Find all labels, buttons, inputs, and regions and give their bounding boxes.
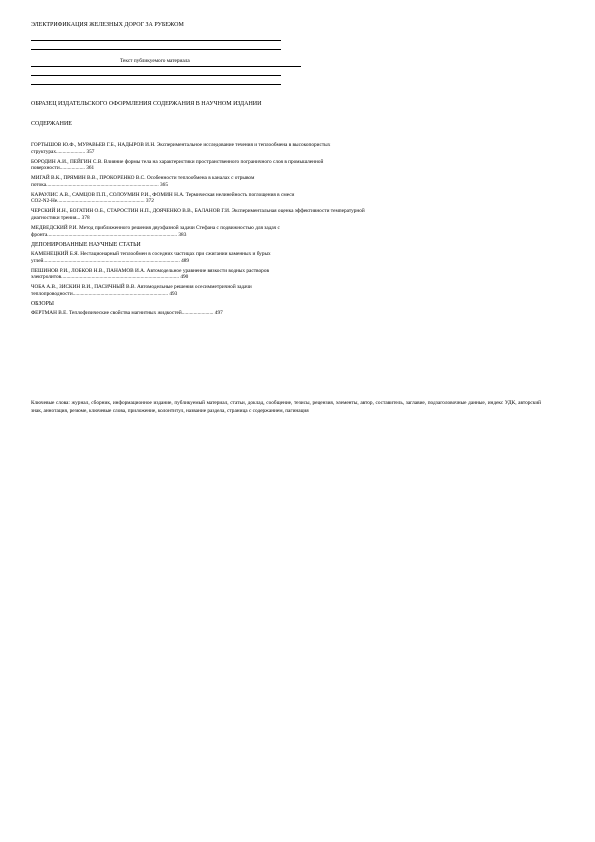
toc-entry — [31, 192, 531, 205]
toc-entry-line: фронта.................................................................................................. 383 — [31, 231, 187, 238]
placeholder-line — [31, 84, 281, 85]
toc-entry-line: МЕДВЕДСКИЙ Р.И. Метод приближенного решения двухфазной задачи Стефана с подвижностью для задач с — [31, 225, 280, 232]
toc-entry — [31, 284, 531, 297]
toc-entry-line: КАМЕНЕЦКИЙ Б.Я. Нестационарный теплообмен в соседних частицах при сжигании каменных и бурых — [31, 250, 271, 257]
toc-entry — [31, 159, 531, 172]
toc-entry-line: ФЕРТМАН В.Е. Теплофизические свойства магнитных жидкостей........................ 497 — [31, 309, 223, 316]
toc-entry-line: СО2-N2-He.................................................................. 372 — [31, 198, 154, 205]
toc-entry-line: электролитов......................................................................................... 490 — [31, 274, 189, 281]
toc-entry — [31, 142, 531, 155]
keywords-paragraph: Ключевые слова: журнал, сборник, информационное издание, публикуемый материал, статьи, доклад, сообщение, тезисы, рецензия, элементы, автор, составитель, заглавие, подзаголовочные данные, индекс УДК, авторский знак, аннотация, резюме, ключевые слова, приложение, колонтитул, название раздела, страница с содержанием, пагинация — [31, 400, 541, 415]
toc-entry-line: поверхности................... 361 — [31, 165, 95, 172]
toc-entry-line: КАРАУЛИС А.В., САМЦОВ П.П., СОЛОУМИН Р.И., ФОМИН Н.А. Термическая нелинейность поглощения в смеси — [31, 191, 295, 198]
body-text-label: Текст публикуемого материала — [120, 58, 190, 64]
toc-entry-line: БОРОДИН А.И., ПЕЙГИН С.В. Влияние формы тела на характеристики пространственного пограничного слоя в промышленной — [31, 158, 324, 165]
toc-entry-line: ЧЕРСКИЙ И.Н., БОГАТИН О.Б., СТАРОСТИН Н.П., ДОЯЧЕНКО В.В., БАЛАНОВ Г.И. Экспериментальная оценка эффективности температурной — [31, 208, 365, 215]
toc-entry — [31, 175, 531, 188]
toc-entry-line: структурах...................... 357 — [31, 148, 95, 155]
placeholder-line — [31, 75, 281, 76]
toc-entry-line: углей....................................................................................................... 489 — [31, 257, 190, 264]
journal-title: ЭЛЕКТРИФИКАЦИЯ ЖЕЛЕЗНЫХ ДОРОГ ЗА РУБЕЖОМ — [31, 22, 184, 28]
placeholder-line — [31, 49, 281, 50]
toc-entry-line: МИГАЙ В.К., ПРЯМИН В.В., ПРОКОРЕНКО В.С. Особенности теплообмена в каналах с отрывом — [31, 175, 255, 182]
toc-entry — [31, 208, 531, 221]
toc-section-heading: ДЕПОНИРОВАННЫЕ НАУЧНЫЕ СТАТЬИ — [31, 241, 141, 248]
contents-heading: СОДЕРЖАНИЕ — [31, 121, 72, 127]
toc-entry-line: ЧОБА А.В., ЗИСКИН В.И., ПАСИЧНЫЙ В.В. Автомодельные решения осесимметричной задачи — [31, 284, 252, 291]
toc-entry — [31, 310, 531, 317]
table-of-contents — [31, 142, 531, 320]
placeholder-line — [31, 40, 281, 41]
toc-entry-line: ГОРТЫШОВ Ю.Ф., МУРАВЬЕВ Г.Б., НАДЫРОВ И.Н. Экспериментальное исследование течения и теплообмена в высокопористых — [31, 142, 331, 148]
toc-entry — [31, 268, 531, 281]
toc-entry-line: потока..................................................................................... 365 — [31, 181, 168, 188]
toc-section-heading: ОБЗОРЫ — [31, 300, 54, 307]
toc-entry-line: диагностики трения... 378 — [31, 215, 90, 222]
toc-entry-line: теплопроводности........................................................................ 493 — [31, 290, 178, 297]
sample-heading: ОБРАЗЕЦ ИЗДАТЕЛЬСКОГО ОФОРМЛЕНИЯ СОДЕРЖАНИЯ В НАУЧНОМ ИЗДАНИИ — [31, 101, 262, 107]
toc-entry-line: ПЕШИНОВ Р.И., ЛОБКОВ Н.В., ПАНАМОВ И.А. Автомодельное уравнение вязкости водных растворов — [31, 267, 269, 274]
placeholder-line — [31, 66, 301, 67]
toc-entry — [31, 225, 531, 238]
toc-entry — [31, 251, 531, 264]
